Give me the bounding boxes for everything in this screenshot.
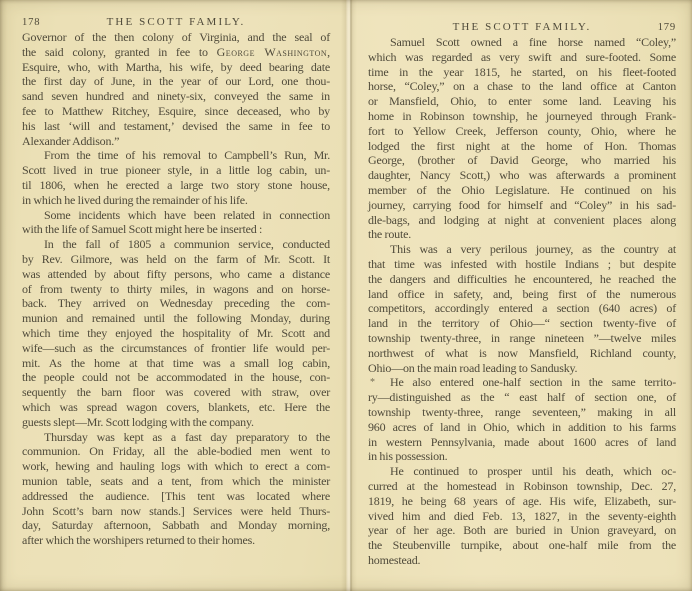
text-line: land office in safety, and, being first of the numerous bbox=[368, 286, 676, 301]
text-line: after which the worshipers returned to their homes. bbox=[22, 533, 255, 548]
text-line: vived him and died Feb. 13, 1827, in the seventy-eighth bbox=[368, 508, 676, 523]
text-line: Samuel Scott owned a fine horse named “Coley,” bbox=[390, 35, 676, 49]
text-line: Thursday was kept as a fast day preparatory to the bbox=[44, 429, 330, 444]
text-line: which was regarded as very swift and sure-footed. Some bbox=[368, 49, 676, 64]
print-artifact-mark: * bbox=[370, 377, 375, 388]
text-line: This was a very perilous journey, as the country at bbox=[390, 242, 676, 257]
paragraph bbox=[22, 237, 330, 429]
page-179 bbox=[346, 0, 692, 591]
text-line: Esquire, who, with Martha, his wife, by deed bearing date bbox=[22, 59, 330, 74]
text-line: daughter, Nancy Scott,) who was afterwards a prominent bbox=[368, 168, 676, 183]
text-line: which was spread wagon covers, blankets, etc. Here the bbox=[22, 399, 330, 414]
paragraph bbox=[368, 464, 676, 568]
text-line: his last ‘will and testament,’ devised the same in fee to bbox=[22, 118, 330, 133]
text-line: home in Robinson township, he journeyed through Frank- bbox=[368, 108, 676, 123]
running-title-right: THE SCOTT FAMILY. bbox=[452, 21, 592, 33]
text-line: township twenty-three, range seventeen,” making in all bbox=[368, 404, 676, 419]
text-line: journey, carrying food for himself and “Coley” in his sad- bbox=[368, 197, 676, 212]
page-body-left bbox=[22, 30, 330, 548]
running-head-left bbox=[22, 16, 330, 28]
text-line: year of her age. Both are buried in Union graveyard, on bbox=[368, 523, 676, 538]
page-number-left: 178 bbox=[22, 17, 41, 28]
text-line: day, Saturday afternoon, Sabbath and Monday morning, bbox=[22, 518, 330, 533]
text-line: the route. bbox=[368, 227, 412, 242]
text-line: fort to Yellow Creek, Jefferson county, Ohio, where he bbox=[368, 123, 676, 138]
text-line: Alexander Addison.” bbox=[22, 133, 120, 148]
text-line: which time they enjoyed the hospitality of Mr. Scott and bbox=[22, 325, 330, 340]
text-line: guests slept—Mr. Scott lodging with the company. bbox=[22, 414, 254, 429]
paragraph bbox=[368, 375, 676, 464]
text-line: back. They arrived on Wednesday preceding the com- bbox=[22, 296, 330, 311]
text-line: George, (brother of David George, who married his bbox=[368, 153, 676, 168]
text-line: of from twenty to thirty miles, in wagons and on horse- bbox=[22, 281, 330, 296]
text-line: the first day of June, in the year of our Lord, one thou- bbox=[22, 74, 330, 89]
text-line: munion table, seats and a tent, from which the minister bbox=[22, 473, 330, 488]
text-line: in western Pennsylvania, made about 1600 acres of land bbox=[368, 434, 676, 449]
text-line: Ohio—on the main road leading to Sandusky. bbox=[368, 360, 578, 375]
text-line: the people could not be accommodated in the house, con- bbox=[22, 370, 330, 385]
paragraph bbox=[22, 148, 330, 207]
text-line: the said colony, granted in fee to George Washington, bbox=[22, 44, 330, 59]
text-line: curred at the homestead in Robinson township, Dec. 27, bbox=[368, 478, 676, 493]
text-line: 960 acres of land in Ohio, which in addition to his farms bbox=[368, 419, 676, 434]
paragraph bbox=[22, 208, 330, 238]
text-line: the dangers and difficulties he encountered, he reached the bbox=[368, 271, 676, 286]
text-line: addressed the audience. [This tent was located where bbox=[22, 488, 330, 503]
text-line: homestead. bbox=[368, 552, 421, 567]
text-line: or Mansfield, Ohio, to enter some land. Leaving his bbox=[368, 94, 676, 109]
text-line: time in the year 1815, he started, on his fleet-footed bbox=[368, 64, 676, 79]
running-head-right bbox=[368, 21, 676, 33]
paragraph bbox=[22, 30, 330, 148]
text-line: lodged the first night at the home of Hon. Thomas bbox=[368, 138, 676, 153]
text-line: that time was infested with hostile Indians ; but despite bbox=[368, 256, 676, 271]
text-line: Some incidents which have been related in connection bbox=[44, 207, 330, 222]
text-line: dle-bags, and lodging at night at convenient places along bbox=[368, 212, 676, 227]
text-line: was attended by about fifty persons, who came a distance bbox=[22, 266, 330, 281]
text-line: by Rev. Gilmore, was held on the farm of Mr. Scott. It bbox=[22, 251, 330, 266]
text-line: communion. On Friday, all the able-bodied men went to bbox=[22, 444, 330, 459]
paragraph bbox=[368, 242, 676, 375]
text-line: ry—distinguished as the “ east half of section one, of bbox=[368, 390, 676, 405]
text-line: the Steubenville turnpike, about one-half mile from the bbox=[368, 538, 676, 553]
text-line: He also entered one-half section in the same territo- bbox=[390, 375, 676, 390]
text-line: He continued to prosper until his death, which oc- bbox=[390, 464, 676, 479]
text-line: horse, “Coley,” on a chase to the land office at Canton bbox=[368, 79, 676, 94]
text-line: mit. As the home at that time was a small log cabin, bbox=[22, 355, 330, 370]
text-line: sand seven hundred and ninety-six, conveyed the same in bbox=[22, 89, 330, 104]
running-title-left: THE SCOTT FAMILY. bbox=[106, 16, 246, 28]
text-line: til 1806, when he erected a large two story stone house, bbox=[22, 177, 330, 192]
text-line: Governor of the then colony of Virginia, and the seal of bbox=[22, 30, 330, 44]
text-line: in which he lived during the remainder of his life. bbox=[22, 192, 248, 207]
text-line: fee to Matthew Ritchey, Esquire, since deceased, who by bbox=[22, 103, 330, 118]
text-line: competitors, accordingly entered a section (640 acres) of bbox=[368, 301, 676, 316]
text-line: From the time of his removal to Campbell’s Run, Mr. bbox=[44, 148, 330, 163]
paragraph bbox=[22, 430, 330, 548]
page-number-right: 179 bbox=[657, 22, 676, 33]
small-caps-text: George Washington bbox=[216, 44, 328, 59]
text-line: with the life of Samuel Scott might here be inserted : bbox=[22, 222, 263, 237]
text-line: Scott lived in true pioneer style, in a little log cabin, un- bbox=[22, 163, 330, 178]
text-line: land in the territory of Ohio—“ section twenty-five of bbox=[368, 316, 676, 331]
page-body-right bbox=[368, 35, 676, 568]
text-line: sequently the barn floor was covered with straw, over bbox=[22, 385, 330, 400]
text-line: northwest of what is now Mansfield, Richland county, bbox=[368, 345, 676, 360]
text-line: wife—such as the circumstances of frontier life would per- bbox=[22, 340, 330, 355]
text-line: in his possession. bbox=[368, 449, 448, 464]
paragraph bbox=[368, 35, 676, 242]
text-line: John Scott’s barn now stands.] Services were held Thurs- bbox=[22, 503, 330, 518]
text-line: munion and remained until the following Monday, during bbox=[22, 311, 330, 326]
text-line: township twenty-three, in range nineteen ”—twelve miles bbox=[368, 330, 676, 345]
text-line: In the fall of 1805 a communion service, conducted bbox=[44, 237, 330, 252]
text-line: 1819, he being 68 years of age. His wife, Elizabeth, sur- bbox=[368, 493, 676, 508]
text-line: member of the Ohio Legislature. He continued on his bbox=[368, 182, 676, 197]
text-line: work, hewing and hauling logs with which to erect a com- bbox=[22, 459, 330, 474]
